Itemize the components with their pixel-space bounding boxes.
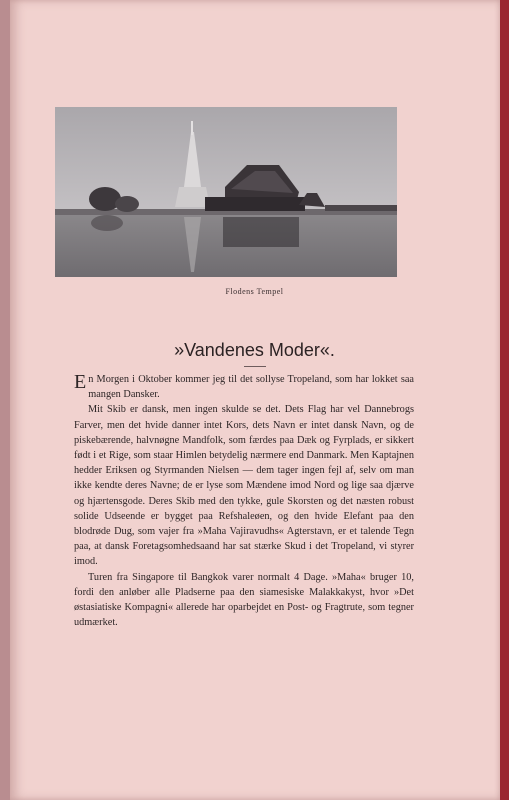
- paragraph-text: n Morgen i Oktober kommer jeg til det sollyse Tropeland, som har lokket saa mangen Dansker.: [88, 374, 414, 401]
- paragraph: Mit Skib er dansk, men ingen skulde se det. Dets Flag har vel Dannebrogs Farver, men det hvide danner intet Kors, dets Navn er intet dansk Navn, og de piskebærende, halvnøgne Mandfolk, som færdes paa Dæk og Fyrplads, er sikkert født i et Rige, som staar Himlen betydelig nærmere end Danmark. Men Kaptajnen hedder Eriksen og Styrmanden Nielsen — dem tager ingen fejl af, selv om man ikke kendte deres Navne; de er lyse som Mændene imod Nord og lige saa djærve og hjærtensgode. Deres Skib med den tykke, gule Skorsten og det næsten robust solide Udseende er bygget paa Refshaleøen, og den hvide Elefant paa den blodrøde Dug, som vajer fra »Maha Vajiravudhs« Agterstavn, er et talende Tegn paa, at dansk Foretagsomhedsaand har sat stærke Skud i det Tropeland, vi styrer imod.: [74, 404, 414, 568]
- paragraph: [74, 372, 414, 402]
- paragraph: Turen fra Singapore til Bangkok varer normalt 4 Dage. »Maha« bruger 10, fordi den anløber alle Pladserne paa den siamesiske Malakkakyst, hvor »Det østasiatiske Kompagni« allerede har oparbejdet en Post- og Fragtrute, som tegner udmærket.: [74, 571, 414, 629]
- chapter-title: »Vandenes Moder«.: [174, 340, 335, 360]
- chapter-body: [74, 372, 414, 630]
- book-cover-edge: [500, 0, 509, 800]
- title-divider: [244, 366, 266, 367]
- drop-cap: E: [74, 371, 87, 393]
- temple-photograph: [55, 107, 397, 277]
- photo-caption: Flodens Tempel: [225, 287, 284, 296]
- page-left-edge: [0, 0, 10, 800]
